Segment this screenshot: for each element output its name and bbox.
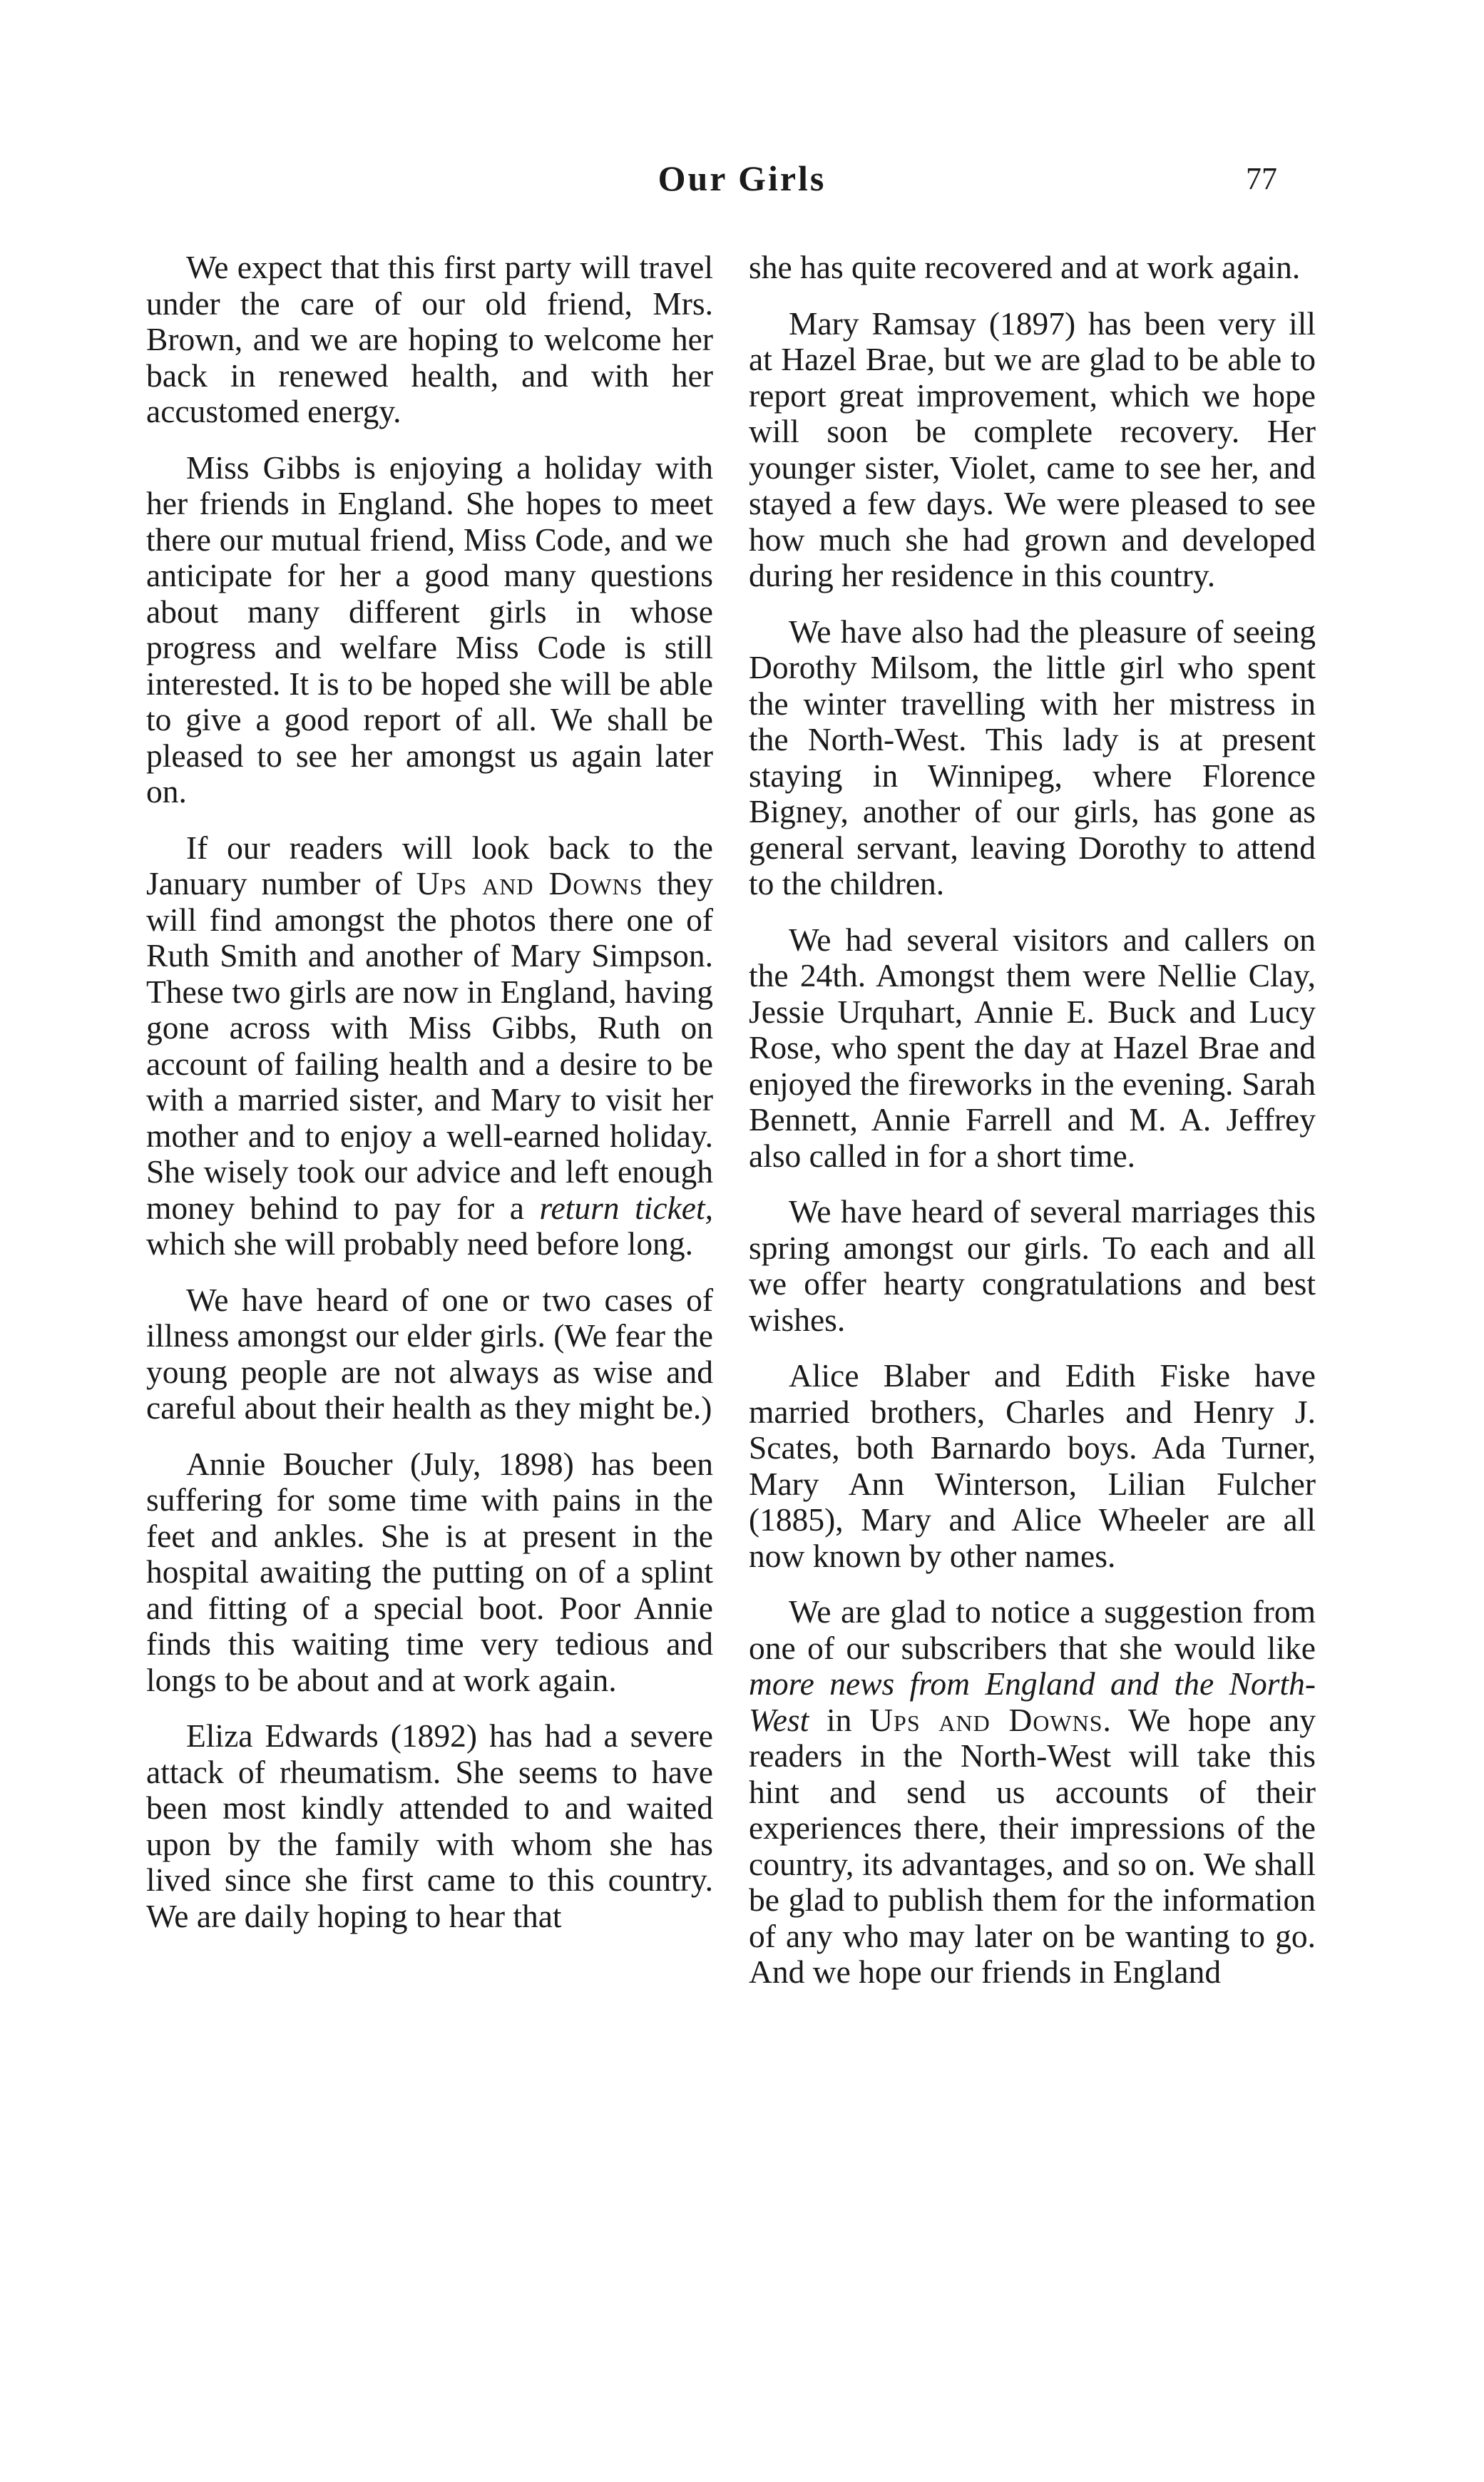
text-run: We are glad to notice a suggestion from one of our subscribers that she would like [749,1593,1316,1666]
paragraph-first-party: We expect that this first party will travel under the care of our old friend, Mrs. Brown, and we are hoping to welcome her back in renewed health, and with her accustomed energy. [146,249,713,429]
text-run: If our readers will look back to the January number of [146,829,713,902]
news-emphasis: more news from England and the North-West [749,1665,1316,1738]
return-ticket-emphasis: return ticket, [539,1189,713,1226]
text-run: in [809,1701,870,1738]
magazine-title: Ups and Downs [416,865,643,902]
magazine-title: Ups and Downs [869,1701,1103,1738]
running-title: Our Girls [657,158,827,198]
page-header [0,153,1484,210]
paragraph-eliza-edwards: Eliza Edwards (1892) has had a severe attack of rheumatism. She seems to have been most kindly attended to and waited upon by the family with whom she has lived since she first came to this country. We are daily hoping to hear that [146,1717,713,1934]
page-number: 77 [1246,161,1277,196]
paragraph-january-number [146,830,713,1262]
paragraph-visitors: We had several visitors and callers on the 24th. Amongst them were Nellie Clay, Jessie Urquhart, Annie E. Buck and Lucy Rose, who spent the day at Hazel Brae and enjoyed the fireworks in the evening. Sarah Bennett, Annie Farrell and M. A. Jeffrey also called in for a short time. [749,921,1316,1174]
left-column [146,250,713,1954]
text-run: . We hope any readers in the North-West will take this hint and send us accounts of their experiences there, their impressions of the country, its advantages, and so on. We shall be glad to publish them for the information of any who may later on be wanting to go. And we hope our friends in England [749,1701,1316,1990]
right-column [749,250,1316,2011]
paragraph-suggestion [749,1594,1316,1991]
paragraph-dorothy-milsom: We have also had the pleasure of seeing Dorothy Milsom, the little girl who spent the winter travelling with her mistress in the North-West. This lady is at present staying in Winnipeg, where Florence Bigney, another of our girls, has gone as general servant, leaving Dorothy to attend to the children. [749,613,1316,902]
text-run: they will find amongst the photos there one of Ruth Smith and another of Mary Simpson. These two girls are now in England, having gone across with Miss Gibbs, Ruth on account of failing health and a desire to be with a married sister, and Mary to visit her mother and to enjoy a well-earned holiday. She wisely took our advice and left enough money behind to pay for a [146,865,713,1226]
paragraph-annie-boucher: Annie Boucher (July, 1898) has been suffering for some time with pains in the feet and ankles. She is at present in the hospital awaiting the putting on of a splint and fitting of a special boot. Poor Annie finds this waiting time very tedious and longs to be about and at work again. [146,1445,713,1698]
paragraph-scates-brothers: Alice Blaber and Edith Fiske have married brothers, Charles and Henry J. Scates, both Barnardo boys. Ada Turner, Mary Ann Winterson, Lilian Fulcher (1885), Mary and Alice Wheeler are all now known by other names. [749,1357,1316,1574]
paragraph-miss-gibbs: Miss Gibbs is enjoying a holiday with her friends in England. She hopes to meet there our mutual friend, Miss Code, and we anticipate for her a good many questions about many different girls in whose progress and welfare Miss Code is still interested. It is to be hoped she will be able to give a good report of all. We shall be pleased to see her amongst us again later on. [146,449,713,810]
text-run: which she will probably need before long. [146,1225,693,1262]
paragraph-continued: she has quite recovered and at work again. [749,249,1301,285]
paragraph-marriages: We have heard of several marriages this spring amongst our girls. To each and all we offer hearty congratulations and best wishes. [749,1193,1316,1338]
paragraph-mary-ramsay: Mary Ramsay (1897) has been very ill at Hazel Brae, but we are glad to be able to report great improvement, which we hope will soon be complete recovery. Her younger sister, Violet, came to see her, and stayed a few days. We were pleased to see how much she had grown and developed during her residence in this country. [749,305,1316,593]
paragraph-illness: We have heard of one or two cases of illness amongst our elder girls. (We fear the young people are not always as wise and careful about their health as they might be.) [146,1281,713,1426]
